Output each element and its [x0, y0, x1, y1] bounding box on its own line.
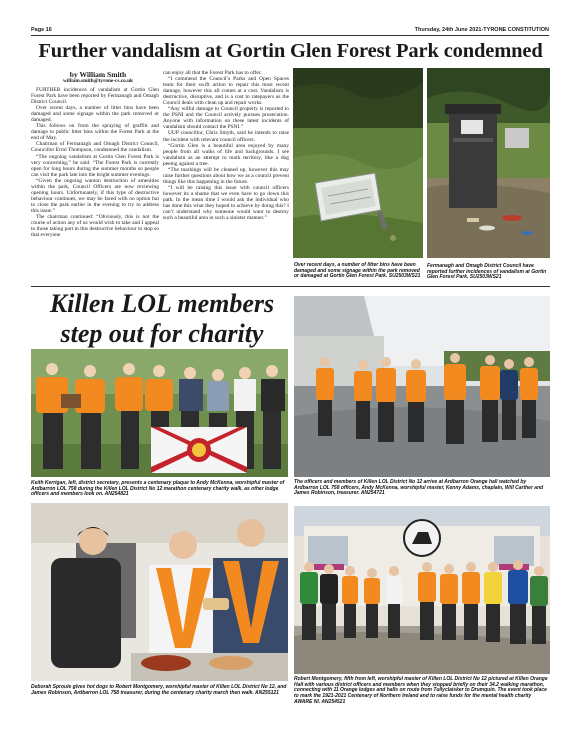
photo-damaged-bin	[427, 68, 550, 258]
caption-hot-dogs: Deborah Sproule gives hot dogs to Robert Montgomery, worshipful master of Killen LOL District No 12, and James Robinson, Ardbarron LOL 758 treasurer, during the centenary charity march then walk. AN255121	[31, 684, 287, 696]
dateline: Thursday, 24th June 2021-TYRONE CONSTITUTION	[414, 27, 549, 33]
paragraph: “The ongoing vandalism at Gortin Glen Forest Park is very concerning,” he said. “The Forest Park is currently open for long hours during the summer months so people can visit the park late into the bright summer evenings.	[31, 153, 159, 178]
caption-arrive: The officers and members of Killen LOL District No 12 arrive at Ardbarron Orange hall watched by Ardbarron LOL 758 officers, Andy McKenna, worshipful master, Kenny Adams, chaplain, Will Carther and James Robinson, treasurer. AN254721	[294, 479, 544, 497]
paragraph: FURTHER incidences of vandalism at Gortin Glen Forest Park have been reported by Fermanagh and Omagh District Council.	[31, 87, 159, 106]
headline-vandalism: Further vandalism at Gortin Glen Forest Park condemned	[38, 40, 543, 62]
paragraph: The chairman continued: “Obviously, this is not the course of action any of us would wish to take and I appeal to those taking part in this destructive behaviour to stop so that everyone	[31, 213, 159, 239]
paragraph: “Gortin Glen is a beautiful area enjoyed by many people from all walks of life and backgrounds. I see vandalism as an attempt to mark territory, like a dog peeing against a tree.	[163, 142, 289, 167]
caption-damaged-sign: Over recent days, a number of litter bins have been damaged and some signage within the park removed or damaged at Gortin Glen Forest Park. SU2503WS21	[294, 262, 421, 280]
headline-killen-line2: step out for charity	[60, 319, 264, 348]
photo-plaque-presentation	[31, 349, 288, 477]
paragraph: Chairman of Fermanagh and Omagh District Council, Councillor Errol Thompson, condemned the vandalism.	[31, 141, 159, 154]
paragraph: can enjoy all that the Forest Park has to offer.	[163, 70, 262, 76]
caption-killen-hall: Robert Montgomery, fifth from left, worshipful master of Killen LOL District No 12 pictured at Killen Orange Hall with various district officers and members when they stopped briefly on their 34.2 walking marathon, connecting with 11 Orange lodges and halls on route from Tullyclaisker to Drumquin. The event took place to mark the 1921-2021 Centenary of Northern Ireland and to raise funds for the mental health charity AWARE NI. AN254521	[294, 676, 548, 705]
article-column-2	[163, 70, 289, 221]
caption-plaque: Keith Kerrigan, left, district secretary, presents a centenary plaque to Andy McKenna, worshipful master of Ardbarron LOL 758 during the Killen LOL District No 12 marathon centenary charity walk, as other lodge officers and members look on. AN254821	[31, 480, 285, 498]
byline-name: by William Smith	[69, 70, 127, 79]
photo-marchers-arrive	[294, 296, 550, 477]
photo-hot-dogs	[31, 503, 288, 681]
page-header	[31, 27, 549, 36]
paragraph: Over recent days, a number of litter bins have been damaged and some signage within the park removed or damaged.	[31, 105, 159, 124]
byline-email: william.smith@tyrone-cs.co.uk	[62, 78, 133, 84]
headline-killen-line1: Killen LOL members	[49, 289, 275, 318]
paragraph: “Given the ongoing wanton destruction of amenities within the park, Council Officers are now reviewing opening hours. Unfortunately, if this type of destructive behaviour continues, we may be faced with no option but to close the park earlier in the evening to try to address this issue.”	[31, 177, 159, 214]
section-divider	[31, 286, 550, 287]
paragraph: “I will be raising this issue with council officers however its a shame that we even have to go down this path. In the mean time I would ask the individual who has done this what they hoped to achieve by doing this? I can’t understand why someone would want to destroy such a beautiful area in such a sinister manner.”	[163, 184, 289, 222]
headline-killen	[36, 289, 288, 349]
paragraph: “The markings will be cleaned up, however this may raise further questions about how we as a council prevent things like this happening in the future.	[163, 166, 289, 185]
photo-killen-hall	[294, 506, 550, 674]
article-column-1	[31, 87, 159, 238]
paragraph: “I commend the Council’s Parks and Open Spaces team for their swift action to repair this most recent damage, however this all comes at a cost. Vandalism is destructive, disruptive, and is a cost to ratepayers as the Council deals with clean up and repair works.	[163, 76, 289, 107]
paragraph: “Any wilful damage to Council property is reported to the PSNI and the Council actively pursues prosecution. Anyone with information on these latest incidents of vandalism should contact the PSNI.”	[163, 106, 289, 131]
paragraph: UUP councillor, Chris Smyth, said he intends to raise the incident with relevant council officers.	[163, 130, 289, 143]
page-number: Page 16	[31, 27, 52, 33]
paragraph: This follows on from the spraying of graffiti and damage to public litter bins within the Forest Park at the end of May.	[31, 123, 159, 142]
caption-damaged-bin: Fermanagh and Omagh District Council have reported further incidences of vandalism at Gortin Glen Forest Park. SU2503WS21	[427, 263, 547, 281]
byline-block	[33, 71, 163, 85]
photo-damaged-sign	[293, 68, 423, 258]
